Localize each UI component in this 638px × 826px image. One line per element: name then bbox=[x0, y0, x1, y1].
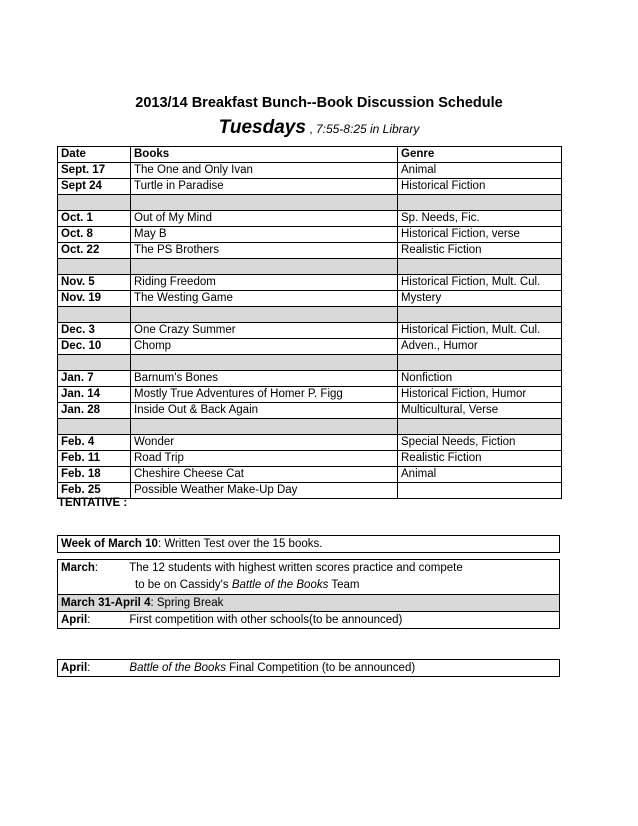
book-cell: The Westing Game bbox=[131, 291, 398, 307]
spacer-row bbox=[58, 195, 562, 211]
genre-cell: Historical Fiction, Mult. Cul. bbox=[398, 323, 562, 339]
genre-cell: Special Needs, Fiction bbox=[398, 435, 562, 451]
table-row bbox=[58, 483, 562, 499]
march-sep: : bbox=[94, 562, 99, 574]
spacer-cell bbox=[58, 355, 131, 371]
genre-cell: Realistic Fiction bbox=[398, 451, 562, 467]
schedule-time bbox=[0, 117, 638, 139]
table-row bbox=[58, 243, 562, 259]
genre-cell: Historical Fiction, verse bbox=[398, 227, 562, 243]
book-cell: The PS Brothers bbox=[131, 243, 398, 259]
april-final-sep: : bbox=[87, 662, 91, 674]
table-row bbox=[58, 371, 562, 387]
spacer-cell bbox=[58, 307, 131, 323]
date-cell: Dec. 3 bbox=[58, 323, 131, 339]
table-row bbox=[58, 467, 562, 483]
date-cell: Dec. 10 bbox=[58, 339, 131, 355]
table-row bbox=[58, 387, 562, 403]
date-cell: Oct. 22 bbox=[58, 243, 131, 259]
tentative-label: TENTATIVE : bbox=[58, 497, 128, 509]
date-cell: Oct. 8 bbox=[58, 227, 131, 243]
date-cell: Jan. 14 bbox=[58, 387, 131, 403]
book-cell: Riding Freedom bbox=[131, 275, 398, 291]
genre-cell: Historical Fiction, Humor bbox=[398, 387, 562, 403]
april-first-competition: First competition with other schools(to be announced) bbox=[129, 614, 403, 626]
table-row bbox=[58, 291, 562, 307]
table-row bbox=[58, 163, 562, 179]
spring-break-text: : Spring Break bbox=[150, 597, 224, 609]
written-test-text: : Written Test over the 15 books. bbox=[157, 538, 323, 550]
header-genre: Genre bbox=[398, 147, 562, 163]
genre-cell: Multicultural, Verse bbox=[398, 403, 562, 419]
subtitle-separator: , bbox=[305, 122, 316, 136]
final-competition-box bbox=[57, 659, 560, 677]
march-line2-post: Team bbox=[328, 579, 360, 591]
april-sep: : bbox=[87, 614, 91, 626]
march-line2-pre: to be on Cassidy's bbox=[135, 579, 232, 591]
spacer-cell bbox=[131, 355, 398, 371]
genre-cell: Mystery bbox=[398, 291, 562, 307]
genre-cell: Adven., Humor bbox=[398, 339, 562, 355]
book-cell: Mostly True Adventures of Homer P. Figg bbox=[131, 387, 398, 403]
genre-cell: Historical Fiction, Mult. Cul. bbox=[398, 275, 562, 291]
april-final-label: April bbox=[61, 662, 88, 674]
table-row bbox=[58, 339, 562, 355]
genre-cell: Historical Fiction bbox=[398, 179, 562, 195]
april-final-italic: Battle of the Books bbox=[129, 662, 226, 674]
events-box bbox=[57, 559, 560, 629]
spacer-cell bbox=[58, 419, 131, 435]
schedule-table bbox=[57, 146, 562, 499]
spacer-row bbox=[58, 259, 562, 275]
table-row bbox=[58, 179, 562, 195]
book-cell: Barnum's Bones bbox=[131, 371, 398, 387]
table-header-row bbox=[58, 147, 562, 163]
genre-cell: Nonfiction bbox=[398, 371, 562, 387]
april-label: April bbox=[61, 614, 88, 626]
spacer-row bbox=[58, 419, 562, 435]
date-cell: Sept 24 bbox=[58, 179, 131, 195]
march-line2-italic: Battle of the Books bbox=[231, 579, 329, 591]
genre-cell bbox=[398, 483, 562, 499]
spacer-cell bbox=[131, 307, 398, 323]
book-cell: Possible Weather Make-Up Day bbox=[131, 483, 398, 499]
table-row bbox=[58, 211, 562, 227]
page-title: 2013/14 Breakfast Bunch--Book Discussion Schedule bbox=[135, 95, 503, 111]
spacer-cell bbox=[58, 259, 131, 275]
book-cell: The One and Only Ivan bbox=[131, 163, 398, 179]
book-cell: One Crazy Summer bbox=[131, 323, 398, 339]
spacer-cell bbox=[131, 195, 398, 211]
april-final-text: Final Competition (to be announced) bbox=[225, 662, 416, 674]
date-cell: Sept. 17 bbox=[58, 163, 131, 179]
book-cell: Inside Out & Back Again bbox=[131, 403, 398, 419]
book-cell: Road Trip bbox=[131, 451, 398, 467]
spacer-cell bbox=[398, 355, 562, 371]
book-cell: Cheshire Cheese Cat bbox=[131, 467, 398, 483]
spacer-cell bbox=[398, 195, 562, 211]
table-row bbox=[58, 435, 562, 451]
book-cell: Turtle in Paradise bbox=[131, 179, 398, 195]
book-cell: Wonder bbox=[131, 435, 398, 451]
date-cell: Oct. 1 bbox=[58, 211, 131, 227]
table-row bbox=[58, 403, 562, 419]
spring-break-label: March 31-April 4 bbox=[61, 597, 151, 609]
date-cell: Feb. 4 bbox=[58, 435, 131, 451]
spacer-row bbox=[58, 355, 562, 371]
march-line1: The 12 students with highest written scores practice and compete bbox=[129, 562, 463, 574]
spacer-cell bbox=[131, 419, 398, 435]
header-date: Date bbox=[58, 147, 131, 163]
spacer-cell bbox=[131, 259, 398, 275]
date-cell: Nov. 5 bbox=[58, 275, 131, 291]
date-cell: Jan. 28 bbox=[58, 403, 131, 419]
date-cell: Feb. 11 bbox=[58, 451, 131, 467]
meeting-day: Tuesdays bbox=[218, 117, 306, 138]
meeting-time: 7:55-8:25 in Library bbox=[315, 122, 420, 136]
spacer-cell bbox=[398, 259, 562, 275]
genre-cell: Sp. Needs, Fic. bbox=[398, 211, 562, 227]
table-row bbox=[58, 227, 562, 243]
spacer-cell bbox=[398, 307, 562, 323]
written-test-box bbox=[57, 535, 560, 553]
genre-cell: Animal bbox=[398, 467, 562, 483]
date-cell: Jan. 7 bbox=[58, 371, 131, 387]
date-cell: Feb. 18 bbox=[58, 467, 131, 483]
march-label: March bbox=[61, 562, 95, 574]
written-test-label: Week of March 10 bbox=[61, 538, 158, 550]
header-books: Books bbox=[131, 147, 398, 163]
table-row bbox=[58, 451, 562, 467]
date-cell: Nov. 19 bbox=[58, 291, 131, 307]
spacer-cell bbox=[398, 419, 562, 435]
date-cell: Feb. 25 bbox=[58, 483, 131, 499]
book-cell: Chomp bbox=[131, 339, 398, 355]
spacer-cell bbox=[58, 195, 131, 211]
genre-cell: Realistic Fiction bbox=[398, 243, 562, 259]
spacer-row bbox=[58, 307, 562, 323]
table-row bbox=[58, 275, 562, 291]
book-cell: May B bbox=[131, 227, 398, 243]
book-cell: Out of My Mind bbox=[131, 211, 398, 227]
genre-cell: Animal bbox=[398, 163, 562, 179]
table-row bbox=[58, 323, 562, 339]
